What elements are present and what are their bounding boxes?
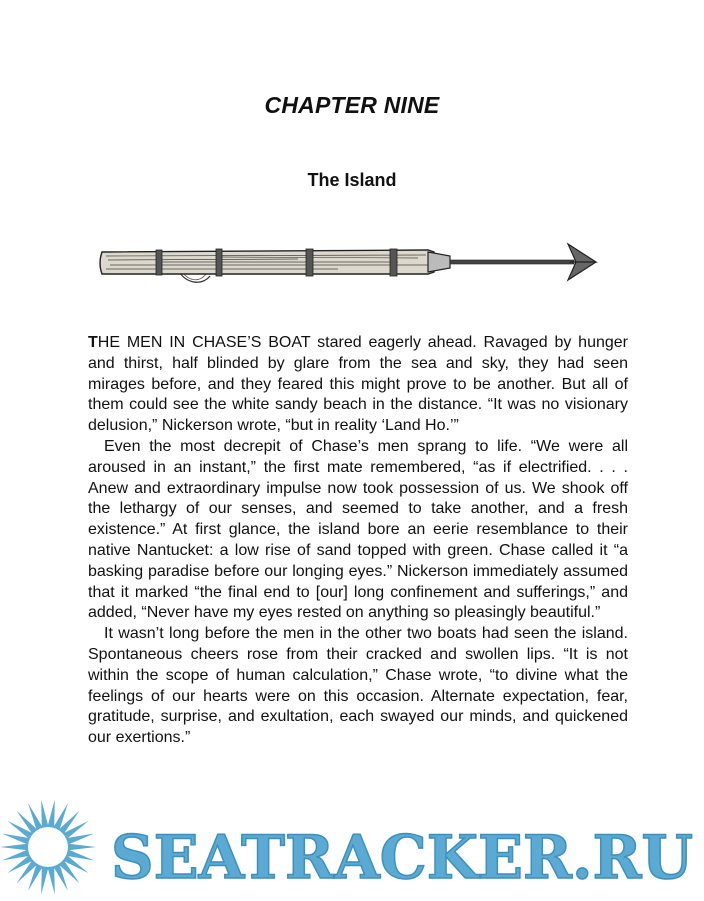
body-text [88, 333, 628, 749]
sun-center [28, 827, 68, 867]
sun-icon [0, 800, 96, 895]
drop-cap: T [88, 334, 98, 351]
watermark-text: SEATRACKER.RU [111, 823, 693, 893]
chapter-subtitle: The Island [307, 170, 397, 190]
watermark [0, 795, 704, 901]
chapter-title: CHAPTER NINE [264, 92, 440, 118]
paragraph-2: Even the most decrepit of Chase’s men sprang to life. “We were all aroused in an instant,” the first mate remembered, “as if electrified. . . . Anew and extraordinary impulse now took possession of us. We shook off the lethargy of our senses, and seemed to take another, and a fresh existence.” At first glance, the island bore an eerie resemblance to their native Nantucket: a low rise of sand topped with green. Chase called it “a basking paradise before our longing eyes.” Nickerson immediately assumed that it marked “the final end to [our] long confinement and sufferings,” and added, “Never have my eyes rested on anything so pleasingly beautiful.” [88, 437, 628, 622]
paragraph-1 [88, 333, 628, 437]
harpoon-illustration [98, 236, 604, 294]
paragraph-1-text: HE MEN IN CHASE’S BOAT stared eagerly ahead. Ravaged by hunger and thirst, half blinded by glare from the sea and sky, they had seen mirages before, and they feared this might prove to be another. But all of them could see the white sandy beach in the distance. “It was no visionary delusion,” Nickerson wrote, “but in reality ‘Land Ho.’” [88, 334, 628, 435]
paragraph-3: It wasn’t long before the men in the other two boats had seen the island. Spontaneous cheers rose from their cracked and swollen lips. “It is not within the scope of human calculation,” Chase wrote, “to divine what the feelings of our hearts were on this occasion. Alternate expectation, fear, gratitude, surprise, and exultation, each swayed our minds, and quickened our exertions.” [88, 625, 628, 747]
